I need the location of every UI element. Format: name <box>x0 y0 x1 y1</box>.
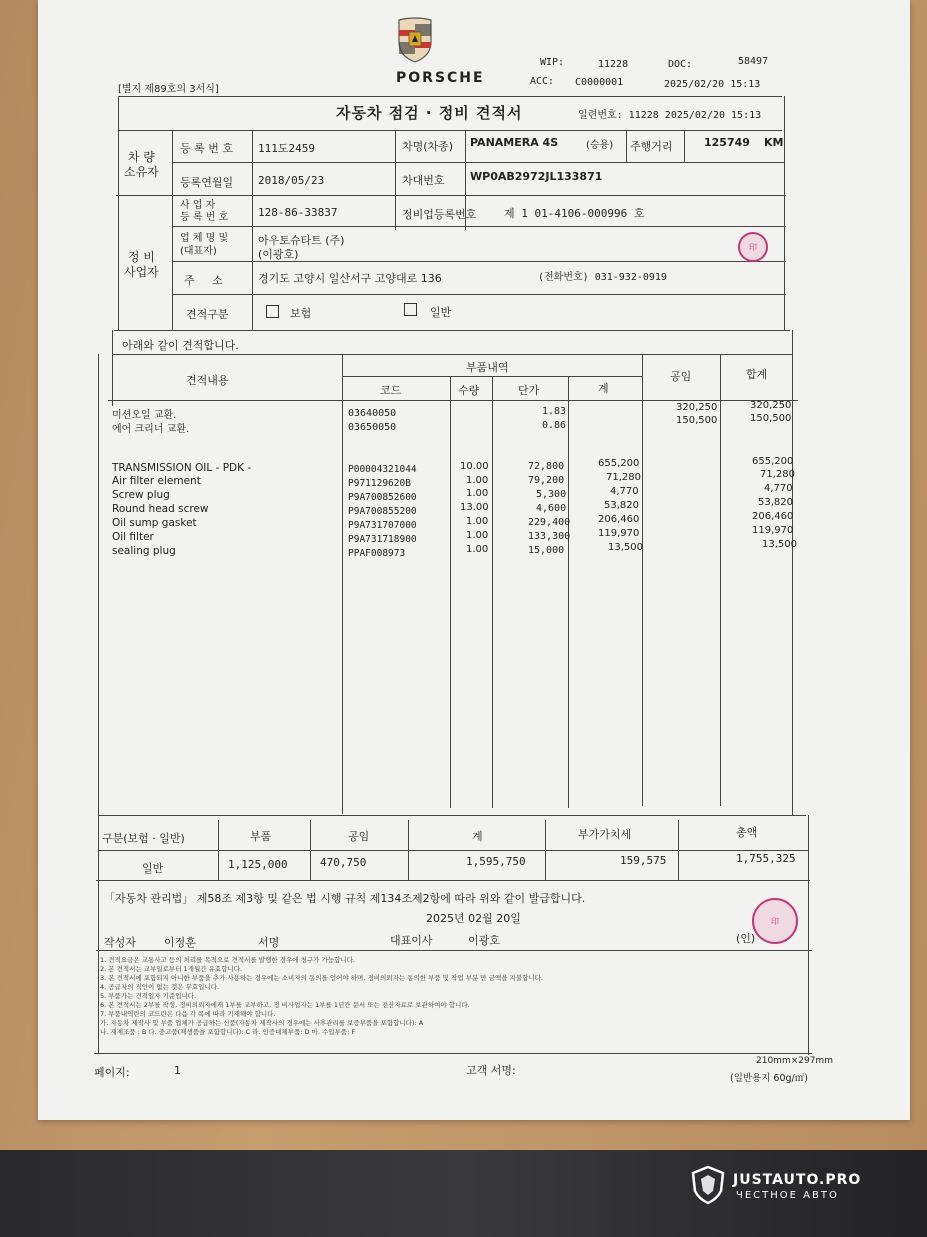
part-row-qty: 1.00 <box>466 530 489 541</box>
col-sum-header: 계 <box>598 382 609 395</box>
ceo-value: (이광호) <box>258 248 299 261</box>
part-row-price: 4,600 <box>536 503 567 514</box>
vehicle-type: (승용) <box>586 140 614 151</box>
col-labor-header: 공임 <box>670 370 692 383</box>
phone-value: (전화번호) 031-932-0919 <box>538 272 667 283</box>
summary-labor-value: 470,750 <box>320 856 367 869</box>
customer-sign-label: 고객 서명: <box>466 1064 516 1077</box>
summary-total-value: 1,755,325 <box>736 852 796 865</box>
shop-section-label: 정 비 사업자 <box>124 250 159 279</box>
writer-name: 이정훈 <box>164 936 196 949</box>
part-row-code: P9A731707000 <box>348 520 417 531</box>
shop-reg-value: 제 1 01-4106-000996 호 <box>504 207 645 220</box>
legal-statement: 「자동차 관리법」 제58조 제3항 및 같은 법 시행 규칙 제134조제2항에 따라 위와 같이 발급합니다. <box>104 892 586 905</box>
col-parts-header: 부품내역 <box>466 361 509 374</box>
page-label: 페이지: <box>94 1066 130 1079</box>
part-row-total: 206,460 <box>752 511 794 522</box>
reg-no-label: 등 록 번 호 <box>180 142 233 155</box>
labor-row-code: 03650050 <box>348 422 397 433</box>
summary-sum-value: 1,595,750 <box>466 855 526 868</box>
col-qty-header: 수량 <box>458 384 480 397</box>
writer-label: 작성자 <box>104 936 136 949</box>
model-label: 차명(차종) <box>402 140 454 153</box>
summary-type-value: 일반 <box>142 862 164 875</box>
part-row-code: P9A731718900 <box>348 534 417 545</box>
paper-type: (일반용지 60g/㎡) <box>730 1073 808 1084</box>
doc-value: 58497 <box>738 56 769 67</box>
part-row-sum: 53,820 <box>604 500 639 511</box>
labor-row-total: 150,500 <box>750 413 792 424</box>
seal-mark: (인) <box>736 932 756 945</box>
summary-labor-header: 공임 <box>348 830 370 843</box>
part-row-code: P9A700852600 <box>348 492 417 503</box>
mileage-label: 주행거리 <box>630 140 673 153</box>
intro-text: 아래와 같이 견적합니다. <box>122 339 239 352</box>
part-row-total: 53,820 <box>758 497 793 508</box>
doc-label: DOC: <box>668 59 693 70</box>
part-row-price: 15,000 <box>528 545 565 556</box>
part-row-name: TRANSMISSION OIL - PDK - <box>112 462 252 474</box>
notes-list <box>100 956 543 1037</box>
part-row-sum: 13,500 <box>608 542 643 553</box>
part-row-sum: 71,280 <box>606 472 641 483</box>
biz-no-label: 사 업 자 등 록 번 호 <box>180 200 229 223</box>
part-row-total: 71,280 <box>760 469 795 480</box>
part-row-sum: 119,970 <box>598 528 640 539</box>
watermark-tagline: ЧЕСТНОЕ АВТО <box>736 1190 839 1201</box>
labor-row-total: 320,250 <box>750 400 792 411</box>
note-item: 가. 자동차 제작사 및 부품 업체가 공급하는 신품(자동차 제작사의 경우에는 사후관리를 보증부품을 포함합니다): A <box>100 1019 424 1027</box>
note-item: 7. 부품내역란의 코드란은 다음 각 목에 따라 기재해야 합니다. <box>100 1010 276 1018</box>
summary-vat-header: 부가가치세 <box>578 828 632 841</box>
part-row-code: PPAF008973 <box>348 548 406 559</box>
shop-reg-label: 정비업등록번호 <box>402 208 477 221</box>
note-item: 4. 공급자의 직인이 없는 것은 무효입니다. <box>100 983 220 991</box>
part-row-qty: 13.00 <box>460 502 489 513</box>
justauto-shield-icon <box>689 1165 727 1205</box>
reg-date-value: 2018/05/23 <box>258 174 325 187</box>
brand-wordmark: PORSCHE <box>396 70 485 86</box>
summary-vat-value: 159,575 <box>620 854 667 867</box>
insurance-checkbox[interactable] <box>266 305 279 318</box>
issue-date: 2025년 02월 20일 <box>426 912 521 925</box>
part-row-qty: 10.00 <box>460 461 489 472</box>
part-row-sum: 655,200 <box>598 458 640 469</box>
wip-label: WIP: <box>540 57 565 68</box>
part-row-name: Oil sump gasket <box>112 517 197 529</box>
part-row-code: P9A700855200 <box>348 506 417 517</box>
note-item: 3. 본 견적서에 포함되지 아니한 부품을 추가 사용하는 경우에는 소비자의 동의를 얻어야 하며, 정비의뢰자는 동의한 부품 및 작업 부분 만 금액을 지불합니다. <box>100 974 544 982</box>
part-row-name: Oil filter <box>112 531 154 543</box>
biz-no-value: 128-86-33837 <box>258 206 338 219</box>
ceo-seal-stamp: 印 <box>752 898 798 944</box>
ceo-name: 이광호 <box>468 934 500 947</box>
address-value: 경기도 고양시 일산서구 고양대로 136 <box>258 272 442 285</box>
summary-total-header: 총액 <box>736 826 758 839</box>
labor-row-labor: 320,250 <box>676 402 718 413</box>
company-seal-stamp: 印 <box>738 232 768 262</box>
sign-label: 서명 <box>258 936 280 949</box>
part-row-price: 5,300 <box>536 489 567 500</box>
part-row-sum: 4,770 <box>610 486 639 497</box>
part-row-price: 229,400 <box>528 517 571 528</box>
part-row-total: 655,200 <box>752 456 794 467</box>
note-item: 6. 본 견적서는 2부를 작성, 정비의뢰자에게 1부를 교부하고, 정 비사업자는 1부를 1년간 문서 또는 전산자료로 보관하여야 합니다. <box>100 1001 470 1009</box>
note-item: 1. 견적요금은 교통사고 등의 처리를 목적으로 견적서를 발행한 경우에 청구가 가능합니다. <box>100 956 355 964</box>
col-code-header: 코드 <box>380 384 402 397</box>
part-row-code: P971129620B <box>348 478 411 489</box>
reg-no-value: 111도2459 <box>258 142 315 155</box>
part-row-price: 133,300 <box>528 531 571 542</box>
labor-row-labor: 150,500 <box>676 415 718 426</box>
insurance-label: 보험 <box>290 307 312 320</box>
wip-value: 11228 <box>598 59 629 70</box>
document-title: 자동차 점검 · 정비 견적서 <box>336 104 523 122</box>
part-row-name: sealing plug <box>112 545 176 557</box>
model-value: PANAMERA 4S <box>470 136 559 149</box>
col-price-header: 단가 <box>518 384 540 397</box>
address-label: 주 소 <box>184 274 223 287</box>
part-row-name: Air filter element <box>112 475 201 487</box>
reg-date-label: 등록연월일 <box>180 176 234 189</box>
mileage-unit: KM <box>764 136 784 149</box>
page-value: 1 <box>174 1064 181 1077</box>
summary-sum-header: 계 <box>472 830 483 843</box>
form-number: [별지 제89호의 3서식] <box>118 84 219 95</box>
note-item: 나. 재제조품 : B 다. 중고품(재생품을 포함합니다): C 라. 인증대체부품: D 마. 수입부품: F <box>100 1028 356 1036</box>
labor-row-name: 에어 크리너 교환. <box>112 424 190 435</box>
labor-row-price: 1.83 <box>542 406 567 417</box>
part-row-total: 4,770 <box>764 483 793 494</box>
company-value: 아우토슈타트 (주) <box>258 234 345 247</box>
labor-row-name: 미션오일 교환. <box>112 410 177 421</box>
note-item: 2. 본 견적서는 교부일로부터 1개월간 유효합니다. <box>100 965 243 973</box>
part-row-price: 79,200 <box>528 475 565 486</box>
header-datetime: 2025/02/20 15:13 <box>664 79 761 90</box>
summary-type-header: 구분(보험 · 일반) <box>102 832 185 845</box>
acc-value: C0000001 <box>575 77 624 88</box>
part-row-qty: 1.00 <box>466 475 489 486</box>
part-row-qty: 1.00 <box>466 488 489 499</box>
watermark-brand: JUSTAUTO.PRO <box>733 1172 862 1188</box>
acc-label: ACC: <box>530 76 555 87</box>
owner-section-label: 차 량 소유자 <box>124 150 159 179</box>
estimate-type-label: 견적구분 <box>186 308 229 321</box>
part-row-name: Round head screw <box>112 503 209 515</box>
company-label: 업 체 명 및 (대표자) <box>180 233 229 257</box>
part-row-total: 13,500 <box>762 539 797 550</box>
part-row-qty: 1.00 <box>466 544 489 555</box>
part-row-total: 119,970 <box>752 525 794 536</box>
summary-parts-header: 부품 <box>250 830 272 843</box>
labor-row-price: 0.86 <box>542 420 567 431</box>
serial-number: 일련번호: 11228 2025/02/20 15:13 <box>578 110 762 121</box>
labor-row-code: 03640050 <box>348 408 397 419</box>
vin-label: 차대번호 <box>402 174 445 187</box>
col-content-header: 견적내용 <box>186 374 229 387</box>
general-label: 일반 <box>430 306 452 319</box>
vin-value: WP0AB2972JL133871 <box>470 170 603 183</box>
paper-size: 210mm×297mm <box>756 1056 833 1066</box>
general-checkbox[interactable] <box>404 303 417 316</box>
part-row-code: P00004321044 <box>348 464 417 475</box>
summary-parts-value: 1,125,000 <box>228 858 288 871</box>
col-total-header: 합계 <box>746 368 768 381</box>
mileage-value: 125749 <box>704 136 750 149</box>
part-row-qty: 1.00 <box>466 516 489 527</box>
part-row-price: 72,800 <box>528 461 565 472</box>
part-row-name: Screw plug <box>112 489 170 501</box>
note-item: 5. 부품가는 견적일자 기준입니다. <box>100 992 197 1000</box>
part-row-sum: 206,460 <box>598 514 640 525</box>
ceo-title: 대표이사 <box>390 934 433 947</box>
